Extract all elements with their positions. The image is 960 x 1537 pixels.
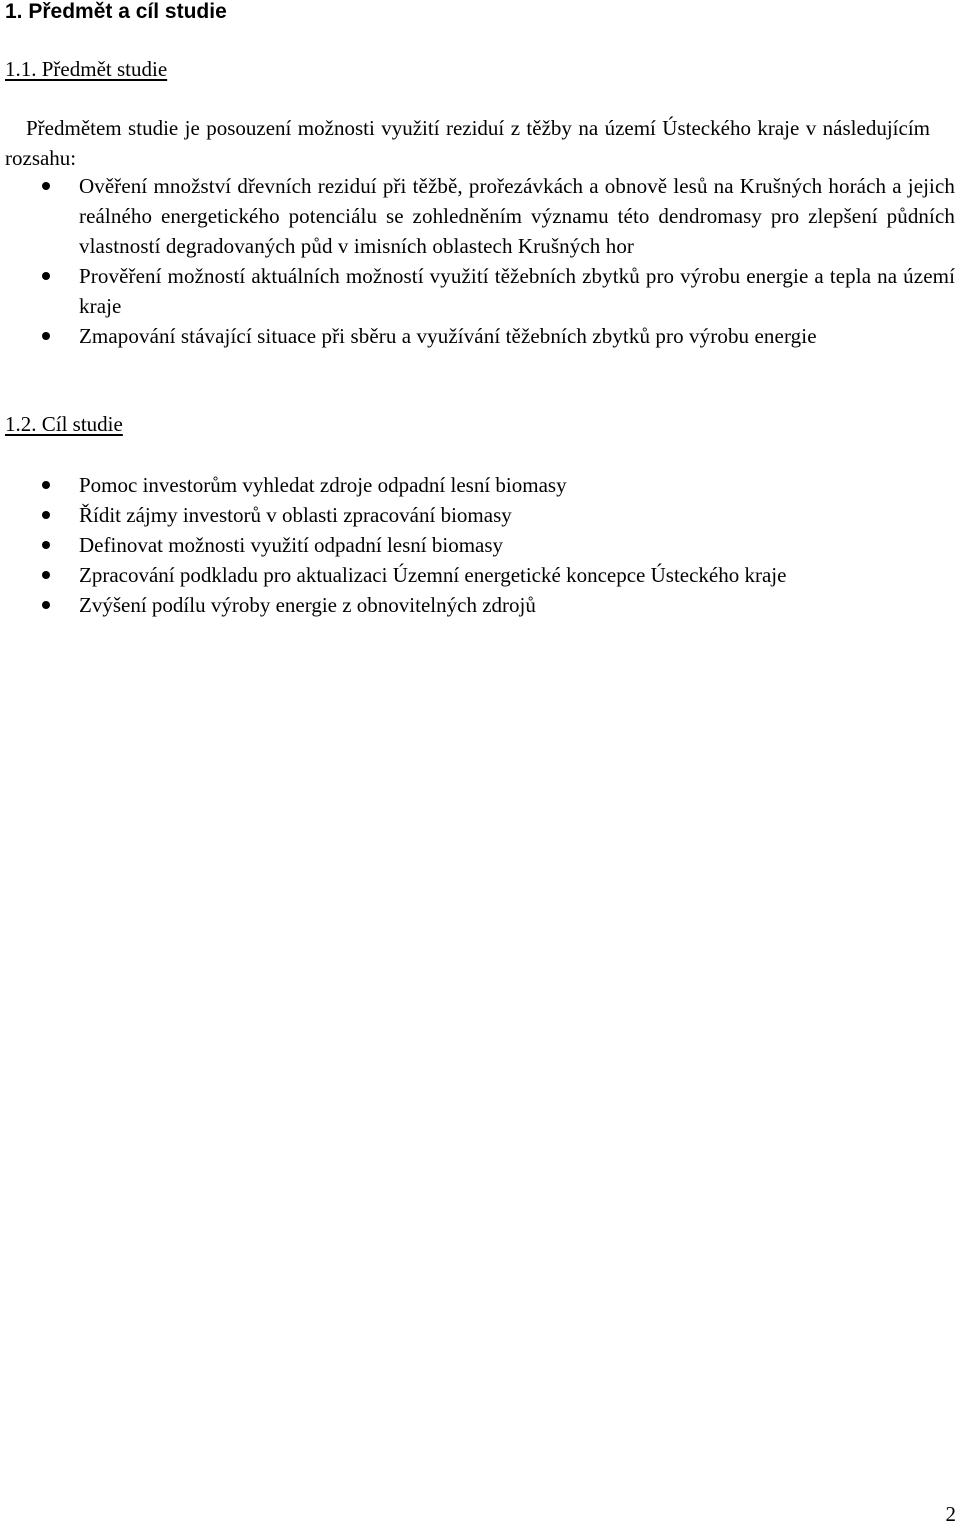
bullet-icon (42, 481, 50, 489)
list-item (0, 590, 955, 620)
goal-bullet-list (0, 470, 960, 620)
chapter-heading: 1. Předmět a cíl studie (5, 0, 227, 23)
list-item-text: Řídit zájmy investorů v oblasti zpracování biomasy (79, 503, 512, 527)
list-item-text: Prověření možností aktuálních možností využití těžebních zbytků pro výrobu energie a tepla na území kraje (79, 264, 955, 318)
list-item (0, 261, 955, 321)
bullet-icon (42, 182, 50, 190)
list-item-text: Zvýšení podílu výroby energie z obnovitelných zdrojů (79, 593, 536, 617)
bullet-icon (42, 541, 50, 549)
section-heading-goal: 1.2. Cíl studie (5, 412, 123, 436)
bullet-icon (42, 511, 50, 519)
bullet-icon (42, 332, 50, 340)
list-item (0, 560, 955, 590)
subject-bullet-list (0, 171, 960, 351)
list-item (0, 500, 955, 530)
list-item-text: Definovat možnosti využití odpadní lesní biomasy (79, 533, 504, 557)
section-heading-subject: 1.1. Předmět studie (5, 57, 168, 81)
bullet-icon (42, 601, 50, 609)
list-item (0, 171, 955, 261)
list-item-text: Pomoc investorům vyhledat zdroje odpadní lesní biomasy (79, 473, 567, 497)
subject-intro-paragraph: Předmětem studie je posouzení možnosti využití reziduí z těžby na území Ústeckého kraje v následujícím rozsahu: (5, 116, 930, 170)
list-item-text: Zpracování podkladu pro aktualizaci Územní energetické koncepce Ústeckého kraje (79, 563, 787, 587)
page-number: 2 (945, 1502, 956, 1526)
bullet-icon (42, 272, 50, 280)
list-item-text: Zmapování stávající situace při sběru a využívání těžebních zbytků pro výrobu energie (79, 324, 817, 348)
list-item-text: Ověření množství dřevních reziduí při těžbě, prořezávkách a obnově lesů na Krušných horách a jejich reálného energetického potenciálu se zohledněním významu této dendromasy pro zlepšení půdních vlastností degradovaných půd v imisních oblastech Krušných hor (79, 174, 955, 258)
list-item (0, 530, 955, 560)
list-item (0, 321, 955, 351)
list-item (0, 470, 955, 500)
bullet-icon (42, 571, 50, 579)
